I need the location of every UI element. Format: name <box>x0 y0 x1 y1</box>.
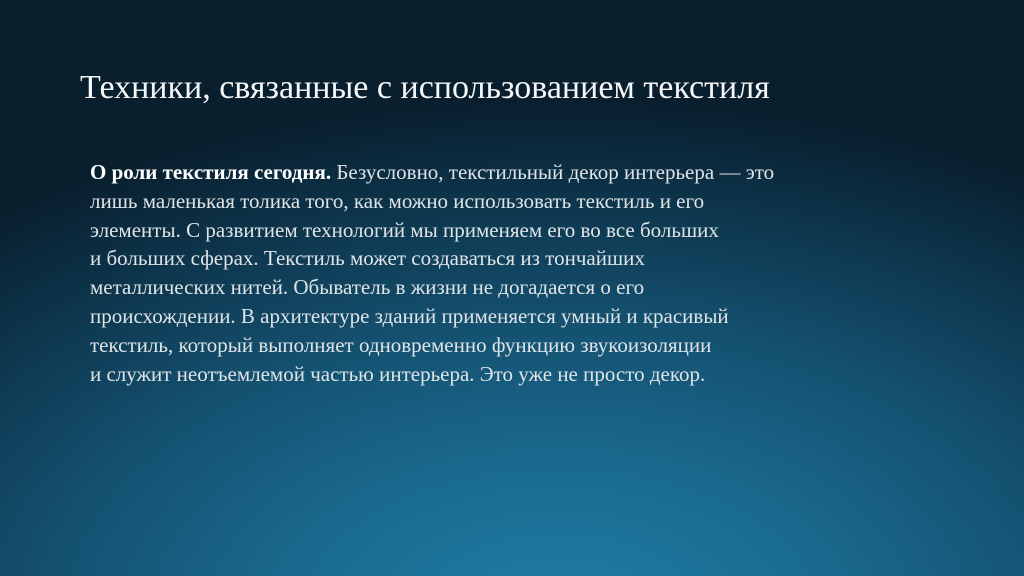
paragraph-lead: О роли текстиля сегодня. <box>90 160 332 184</box>
paragraph-line-6: происхождении. В архитектуре зданий применяется умный и красивый <box>90 303 729 328</box>
paragraph-line-7: текстиль, который выполняет одновременно функцию звукоизоляции <box>90 332 712 357</box>
paragraph-line-1-text: Безусловно, текстильный декор интерьера — это <box>331 160 775 184</box>
slide-title: Техники, связанные с использованием текстиля <box>80 69 770 106</box>
paragraph-line-3: элементы. С развитием технологий мы применяем его во все больших <box>90 217 719 242</box>
paragraph-line-2: лишь маленькая толика того, как можно использовать текстиль и его <box>90 188 705 213</box>
paragraph-line-5: металлических нитей. Обыватель в жизни не догадается о его <box>90 275 645 300</box>
slide-body-paragraph <box>90 158 890 388</box>
paragraph-line-1 <box>90 158 890 187</box>
paragraph-line-4: и больших сферах. Текстиль может создаваться из тончайших <box>90 246 645 271</box>
paragraph-line-8: и служит неотъемлемой частью интерьера. Это уже не просто декор. <box>90 361 706 386</box>
